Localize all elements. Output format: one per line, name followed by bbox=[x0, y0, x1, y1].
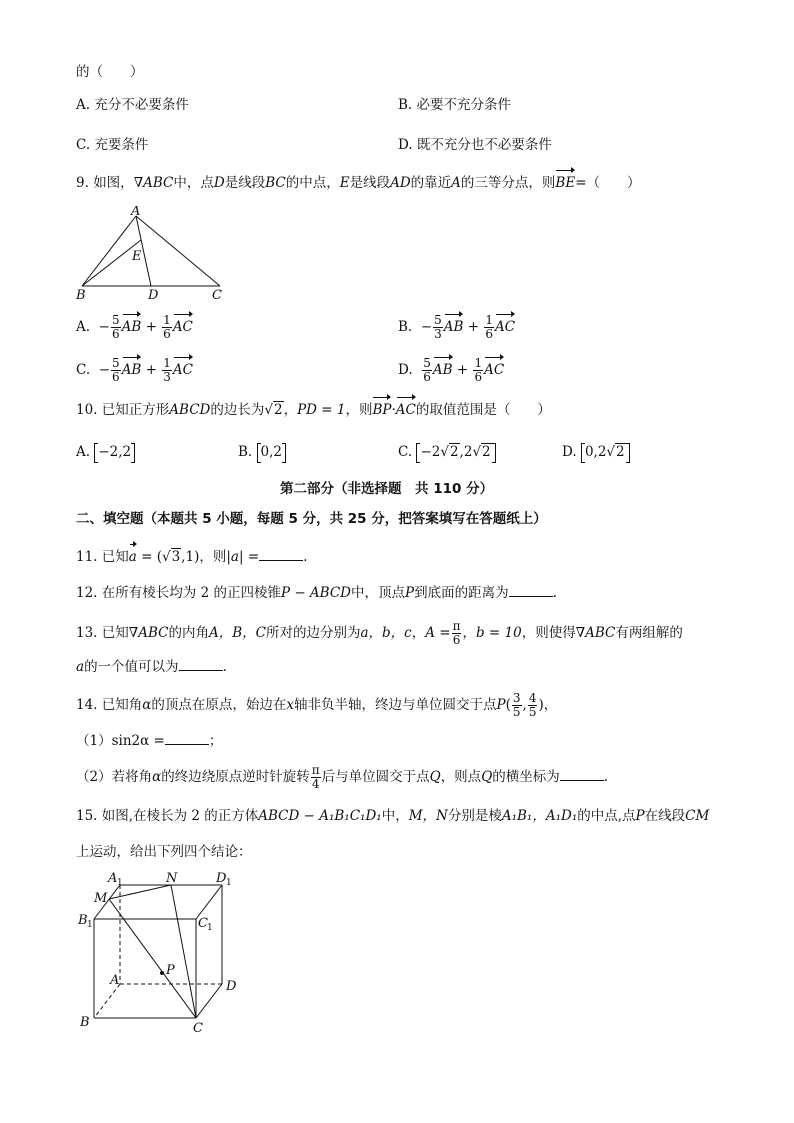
label-D: D bbox=[148, 288, 159, 302]
svg-text:1: 1 bbox=[117, 878, 123, 888]
label-E: E bbox=[132, 249, 142, 264]
q10-option-b[interactable]: B. 0,2 bbox=[238, 442, 286, 463]
label-B: B bbox=[76, 288, 86, 302]
svg-text:A: A bbox=[108, 871, 118, 886]
svg-text:D: D bbox=[216, 871, 227, 886]
q10-option-d[interactable]: D. 0,2√2 bbox=[562, 442, 630, 463]
q11: 11. 已知a = (√3,1)，则|a| = . bbox=[76, 546, 307, 567]
q14-sub2-blank[interactable] bbox=[560, 766, 604, 781]
svg-text:A: A bbox=[110, 973, 120, 988]
q10-option-a[interactable]: A. −2,2 bbox=[76, 442, 135, 463]
q10-stem: 10. 已知正方形ABCD的边长为√2，PD = 1，则BP·AC的取值范围是（ ） bbox=[76, 402, 551, 418]
q15-line1: 15. 如图,在棱长为 2 的正方体ABCD − A₁B₁C₁D₁中，M，N分别是棱A₁B₁，A₁D₁的中点,点P在线段CM bbox=[76, 808, 710, 824]
label-C: C bbox=[212, 288, 222, 302]
svg-text:M: M bbox=[94, 891, 108, 906]
q13-line1: 13. 已知∇ABC的内角A，B，C所对的边分别为a，b，c，A = $\frac{\pi}{6}$ ，b = 10，则使得∇ABC有两组解的 bbox=[76, 619, 683, 647]
svg-text:P: P bbox=[166, 963, 175, 978]
q14-sub1: （1）sin2α = ； bbox=[76, 730, 222, 751]
q8-option-c[interactable]: C. 充要条件 bbox=[76, 137, 149, 153]
q10-option-c[interactable]: C. −2√2,2√2 bbox=[398, 442, 496, 463]
svg-text:B: B bbox=[80, 1015, 90, 1030]
q9-option-b[interactable]: B. − $\frac{5}{3}$ AB + $\frac{1}{6}$ AC bbox=[398, 313, 516, 341]
svg-text:1: 1 bbox=[226, 878, 232, 888]
svg-text:C: C bbox=[198, 916, 208, 931]
q11-answer-blank[interactable] bbox=[259, 546, 303, 561]
q14-sub1-blank[interactable] bbox=[165, 730, 209, 745]
q8-option-b[interactable]: B. 必要不充分条件 bbox=[398, 97, 512, 113]
svg-text:1: 1 bbox=[207, 923, 213, 933]
q8-tail: 的（ ） bbox=[76, 64, 144, 80]
q12-answer-blank[interactable] bbox=[509, 582, 553, 597]
q8-option-a[interactable]: A. 充分不必要条件 bbox=[76, 97, 189, 113]
svg-text:N: N bbox=[166, 871, 178, 886]
q15-cube-figure bbox=[74, 866, 254, 1038]
q9-triangle-figure bbox=[74, 206, 234, 302]
q13-line2: a的一个值可以为 . bbox=[76, 656, 227, 677]
q9-option-a[interactable]: A. − $\frac{5}{6}$ AB + $\frac{1}{6}$ AC bbox=[76, 313, 193, 341]
q9-option-c[interactable]: C. − $\frac{5}{6}$ AB + $\frac{1}{3}$ AC bbox=[76, 356, 193, 384]
q9-stem: 9. 如图，∇ABC中，点D是线段BC的中点，E是线段AD的靠近A的三等分点，则BE=（ ） bbox=[76, 175, 641, 191]
label-A: A bbox=[131, 206, 141, 219]
q14-sub2: （2）若将角α的终边绕原点逆时针旋转 $\frac{\pi}{4}$ 后与单位圆交于点Q，则点Q的横坐标为 . bbox=[76, 763, 609, 791]
q13-answer-blank[interactable] bbox=[179, 656, 223, 671]
section-fill-blank-heading: 二、填空题（本题共 5 小题，每题 5 分，共 25 分，把答案填写在答题纸上） bbox=[76, 511, 547, 527]
q8-option-d[interactable]: D. 既不充分也不必要条件 bbox=[398, 137, 552, 153]
q12: 12. 在所有棱长均为 2 的正四棱锥P − ABCD中，顶点P到底面的距离为 . bbox=[76, 582, 557, 603]
q15-line2: 上运动，给出下列四个结论： bbox=[76, 844, 252, 860]
svg-text:D: D bbox=[226, 979, 237, 994]
part-two-heading: 第二部分（非选择题 共 110 分） bbox=[280, 481, 494, 497]
q14-stem: 14. 已知角α的顶点在原点，始边在x轴非负半轴，终边与单位圆交于点P( $\frac{3}{5}$ , $\frac{4}{5}$ )， bbox=[76, 691, 558, 719]
svg-text:1: 1 bbox=[87, 920, 93, 930]
q9-option-d[interactable]: D. $\frac{5}{6}$ AB + $\frac{1}{6}$ AC bbox=[398, 356, 505, 384]
svg-text:C: C bbox=[193, 1021, 203, 1036]
svg-text:B: B bbox=[78, 913, 88, 928]
point-P bbox=[160, 971, 164, 975]
